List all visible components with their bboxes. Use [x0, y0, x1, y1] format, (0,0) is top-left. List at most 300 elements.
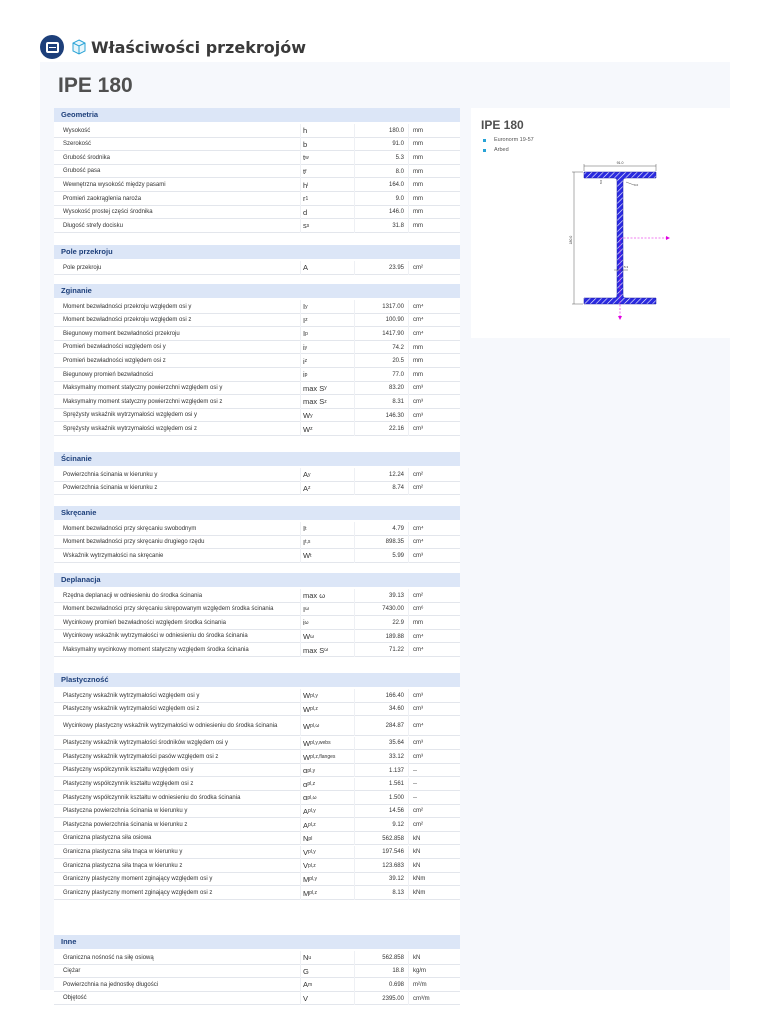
dim-web: 5.3: [624, 265, 629, 269]
symbol-main: A: [303, 470, 309, 480]
property-symbol: [300, 630, 352, 644]
property-unit: mm: [408, 354, 458, 368]
property-unit: cm³: [408, 737, 458, 751]
property-symbol: [300, 818, 352, 832]
property-unit: cm³: [408, 703, 458, 717]
property-symbol: [300, 124, 352, 138]
property-value: 1417.90: [354, 327, 404, 341]
standard-label: Arbed: [494, 147, 509, 153]
property-symbol: [300, 873, 352, 887]
property-value: 100.90: [354, 314, 404, 328]
table-row: [54, 178, 460, 192]
property-unit: mm: [408, 178, 458, 192]
table-row: [54, 422, 460, 436]
property-symbol: [300, 846, 352, 860]
property-unit: cm⁴: [408, 716, 458, 736]
property-value: 77.0: [354, 368, 404, 382]
property-label: Plastyczny współczynnik kształtu względem osi y: [63, 767, 194, 774]
property-label: Graniczna nośność na siłę osiową: [63, 954, 154, 961]
property-label: Plastyczna powierzchnia ścinania w kierunku z: [63, 821, 188, 828]
property-symbol: [300, 951, 352, 965]
property-label: Powierzchnia na jednostkę długości: [63, 981, 159, 988]
property-unit: --: [408, 791, 458, 805]
table-row: [54, 138, 460, 152]
property-value: 0.698: [354, 978, 404, 992]
property-unit: --: [408, 764, 458, 778]
property-symbol: [300, 138, 352, 152]
symbol-main: r: [303, 194, 306, 204]
property-label: Wycinkowy plastyczny wskaźnik wytrzymałości w odniesieniu do środka ścinania: [63, 722, 278, 729]
property-symbol: [300, 703, 352, 717]
symbol-subscript: z: [310, 426, 313, 433]
table-row: [54, 395, 460, 409]
symbol-main: α: [303, 793, 308, 803]
table-row: [54, 791, 460, 805]
property-unit: mm: [408, 368, 458, 382]
symbol-subscript: pl,z: [310, 706, 318, 713]
standard-label: Euronorm 19-57: [494, 137, 534, 143]
property-label: Biegunowy promień bezwładności: [63, 371, 154, 378]
table-row: [54, 873, 460, 887]
symbol-subscript: w: [305, 154, 309, 161]
symbol-main: max ω: [303, 591, 326, 601]
symbol-subscript: pl,y: [307, 767, 316, 774]
symbol-main: W: [303, 752, 311, 762]
table-row: [54, 846, 460, 860]
symbol-main: A: [303, 263, 309, 273]
property-value: 35.64: [354, 737, 404, 751]
property-label: Plastyczny wskaźnik wytrzymałości względem osi z: [63, 706, 200, 713]
symbol-main: V: [303, 861, 309, 871]
property-symbol: [300, 764, 352, 778]
property-value: 8.0: [354, 165, 404, 179]
symbol-subscript: u: [308, 954, 312, 961]
symbol-subscript: p: [304, 371, 308, 378]
property-label: Moment bezwładności przy skręcaniu swobodnym: [63, 525, 197, 532]
table-row: [54, 261, 460, 275]
property-label: Biegunowy moment bezwładności przekroju: [63, 330, 180, 337]
property-unit: cm⁴: [408, 314, 458, 328]
property-label: Plastyczny wskaźnik wytrzymałości środników względem osi y: [63, 740, 229, 747]
property-value: 34.60: [354, 703, 404, 717]
table-row: [54, 192, 460, 206]
property-unit: cm³: [408, 382, 458, 396]
app-title: Właściwości przekrojów: [91, 37, 306, 57]
property-unit: cm⁴: [408, 630, 458, 644]
property-symbol: [300, 965, 352, 979]
y-axis-arrow: [666, 236, 670, 240]
property-unit: --: [408, 778, 458, 792]
symbol-subscript: z: [305, 317, 308, 324]
property-label: Szerokość: [63, 141, 92, 148]
property-value: 8.74: [354, 482, 404, 496]
property-symbol: [300, 206, 352, 220]
property-unit: mm: [408, 206, 458, 220]
symbol-main: I: [303, 604, 306, 614]
property-symbol: [300, 603, 352, 617]
symbol-subscript: m: [308, 981, 313, 988]
symbol-subscript: s: [306, 222, 310, 229]
property-label: Plastyczny współczynnik kształtu w odniesieniu do środka ścinania: [63, 794, 241, 801]
property-value: 20.5: [354, 354, 404, 368]
table-row: [54, 206, 460, 220]
property-value: 39.12: [354, 873, 404, 887]
symbol-main: α: [303, 766, 308, 776]
symbol-main: N: [303, 834, 309, 844]
symbol-subscript: pl,y: [309, 876, 318, 883]
property-value: 562.858: [354, 951, 404, 965]
property-symbol: [300, 716, 352, 736]
property-symbol: [300, 409, 352, 423]
property-unit: mm: [408, 124, 458, 138]
property-value: 8.31: [354, 395, 404, 409]
table-row: [54, 805, 460, 819]
property-symbol: [300, 354, 352, 368]
table-row: [54, 965, 460, 979]
symbol-main: W: [303, 632, 311, 642]
symbol-main: i: [303, 356, 305, 366]
property-value: 71.22: [354, 643, 404, 657]
property-value: 12.24: [354, 468, 404, 482]
symbol-main: W: [303, 424, 311, 434]
table-row: [54, 818, 460, 832]
property-unit: cm⁴: [408, 643, 458, 657]
property-symbol: [300, 886, 352, 900]
property-label: Sprężysty wskaźnik wytrzymałości względem osi y: [63, 412, 198, 419]
property-unit: cm⁴: [408, 536, 458, 550]
symbol-main: I: [303, 329, 306, 339]
property-value: 9.12: [354, 818, 404, 832]
property-label: Graniczna plastyczna siła osiowa: [63, 835, 152, 842]
app-header: [40, 32, 306, 62]
property-label: Plastyczny wskaźnik wytrzymałości pasów względem osi z: [63, 753, 219, 760]
property-symbol: [300, 192, 352, 206]
symbol-subscript: pl,z: [307, 781, 316, 788]
property-symbol: [300, 737, 352, 751]
symbol-main: W: [303, 551, 311, 561]
symbol-main: α: [303, 779, 308, 789]
property-value: 898.35: [354, 536, 404, 550]
section-header: Skręcanie: [54, 506, 460, 520]
symbol-main: d: [303, 207, 308, 217]
symbol-subscript: pl: [308, 835, 313, 842]
property-value: 9.0: [354, 192, 404, 206]
property-unit: cm⁴: [408, 522, 458, 536]
dim-radius: 9.0: [634, 183, 639, 187]
property-symbol: [300, 151, 352, 165]
dim-height: 180.0: [569, 235, 573, 245]
property-label: Graniczna plastyczna siła tnąca w kierunku z: [63, 862, 183, 869]
property-symbol: [300, 805, 352, 819]
property-symbol: [300, 368, 352, 382]
dim-width: 91.0: [616, 161, 624, 165]
dim-flange: 8.0: [599, 179, 603, 184]
table-row: [54, 951, 460, 965]
logo-caption: Dlubal: [49, 52, 61, 57]
table-row: [54, 589, 460, 603]
property-unit: kN: [408, 846, 458, 860]
symbol-subscript: pl,y: [310, 692, 318, 699]
property-unit: kNm: [408, 873, 458, 887]
property-unit: cm³: [408, 395, 458, 409]
symbol-subscript: pl,ω: [310, 723, 320, 730]
property-unit: mm: [408, 138, 458, 152]
table-row: [54, 778, 460, 792]
property-label: Graniczny plastyczny moment zginający względem osi y: [63, 876, 213, 883]
table-row: [54, 536, 460, 550]
property-label: Wewnętrzna wysokość między pasami: [63, 181, 166, 188]
table-row: [54, 886, 460, 900]
table-row: [54, 689, 460, 703]
property-label: Moment bezwładności przekroju względem osi y: [63, 303, 192, 310]
property-label: Promień zaokrąglenia naroża: [63, 195, 142, 202]
table-row: [54, 737, 460, 751]
property-label: Graniczny plastyczny moment zginający względem osi z: [63, 889, 213, 896]
property-unit: mm: [408, 165, 458, 179]
table-row: [54, 219, 460, 233]
table-row: [54, 750, 460, 764]
property-label: Powierzchnia ścinania w kierunku y: [63, 471, 158, 478]
symbol-subscript: pl,ω: [307, 794, 317, 801]
property-symbol: [300, 395, 352, 409]
symbol-main: i: [303, 343, 305, 353]
property-value: 197.546: [354, 846, 404, 860]
symbol-subscript: y: [310, 412, 313, 419]
property-value: 1.500: [354, 791, 404, 805]
symbol-subscript: f: [305, 168, 307, 175]
symbol-main: s: [303, 221, 307, 231]
property-symbol: [300, 178, 352, 192]
table-row: [54, 165, 460, 179]
property-value: 166.40: [354, 689, 404, 703]
bullet-icon: [483, 149, 486, 152]
property-label: Plastyczny współczynnik kształtu względem osi z: [63, 781, 194, 788]
symbol-subscript: pl,z: [308, 862, 316, 869]
preview-title: IPE 180: [481, 118, 524, 132]
property-symbol: [300, 992, 352, 1006]
symbol-main: A: [303, 820, 309, 830]
property-unit: cm⁴: [408, 300, 458, 314]
symbol-main: V: [303, 847, 309, 857]
property-label: Plastyczna powierzchnia ścinania w kierunku y: [63, 808, 188, 815]
table-row: [54, 382, 460, 396]
table-row: [54, 716, 460, 736]
symbol-subscript: pl,y,webs: [310, 740, 331, 747]
table-row: [54, 603, 460, 617]
symbol-subscript: t: [310, 552, 312, 559]
symbol-subscript: t,s: [305, 539, 311, 546]
property-label: Plastyczny wskaźnik wytrzymałości względem osi y: [63, 692, 200, 699]
symbol-main: I: [303, 302, 306, 312]
property-symbol: [300, 482, 352, 496]
property-symbol: [300, 643, 352, 657]
symbol-main: W: [303, 411, 311, 421]
property-unit: cm³: [408, 549, 458, 563]
property-value: 562.858: [354, 832, 404, 846]
section-header: Ścinanie: [54, 452, 460, 466]
symbol-main: V: [303, 994, 309, 1004]
property-value: 146.30: [354, 409, 404, 423]
property-unit: kNm: [408, 886, 458, 900]
property-value: 1.137: [354, 764, 404, 778]
symbol-main: t: [303, 153, 306, 163]
table-row: [54, 549, 460, 563]
property-symbol: [300, 314, 352, 328]
symbol-subscript: i: [307, 182, 309, 189]
symbol-subscript: pl,z: [308, 822, 316, 829]
table-row: [54, 368, 460, 382]
table-row: [54, 314, 460, 328]
symbol-subscript: p: [305, 330, 308, 337]
symbol-subscript: y: [308, 471, 311, 478]
table-row: [54, 616, 460, 630]
property-value: 8.13: [354, 886, 404, 900]
symbol-subscript: 1: [305, 195, 309, 202]
symbol-subscript: ω: [324, 647, 329, 654]
property-symbol: [300, 589, 352, 603]
symbol-subscript: ω: [304, 619, 309, 626]
property-unit: kN: [408, 859, 458, 873]
symbol-subscript: pl,z: [309, 890, 318, 897]
property-value: 14.56: [354, 805, 404, 819]
property-unit: cm²: [408, 589, 458, 603]
property-symbol: [300, 341, 352, 355]
symbol-subscript: y: [324, 385, 327, 392]
property-label: Promień bezwładności względem osi z: [63, 357, 166, 364]
property-label: Moment bezwładności przy skręcaniu drugiego rzędu: [63, 539, 205, 546]
property-label: Rzędna deplanacji w odniesieniu do środka ścinania: [63, 592, 203, 599]
section-header: Geometria: [54, 108, 460, 122]
property-unit: mm: [408, 341, 458, 355]
table-row: [54, 703, 460, 717]
symbol-main: W: [303, 738, 311, 748]
symbol-subscript: z: [324, 398, 327, 405]
property-value: 33.12: [354, 750, 404, 764]
table-row: [54, 341, 460, 355]
table-row: [54, 468, 460, 482]
symbol-main: M: [303, 888, 310, 898]
property-value: 123.683: [354, 859, 404, 873]
symbol-subscript: pl,y: [308, 808, 316, 815]
property-label: Wskaźnik wytrzymałości na skręcanie: [63, 552, 164, 559]
symbol-main: A: [303, 980, 309, 990]
property-symbol: [300, 978, 352, 992]
property-value: 31.8: [354, 219, 404, 233]
standard-item[interactable]: [483, 135, 534, 145]
symbol-main: A: [303, 483, 309, 493]
page-title: IPE 180: [58, 74, 133, 97]
property-symbol: [300, 616, 352, 630]
symbol-subscript: pl,z,flanges: [310, 754, 336, 761]
property-unit: mm: [408, 151, 458, 165]
property-label: Promień bezwładności względem osi y: [63, 344, 166, 351]
table-row: [54, 764, 460, 778]
property-label: Maksymalny moment statyczny powierzchni względem osi z: [63, 398, 223, 405]
symbol-main: W: [303, 704, 311, 714]
property-unit: cm²: [408, 261, 458, 275]
properties-table: [54, 108, 460, 1004]
table-row: [54, 522, 460, 536]
property-unit: kN: [408, 951, 458, 965]
property-symbol: [300, 300, 352, 314]
property-label: Graniczna plastyczna siła tnąca w kierunku y: [63, 849, 183, 856]
property-label: Moment bezwładności przekroju względem osi z: [63, 317, 192, 324]
property-value: 284.87: [354, 716, 404, 736]
property-value: 74.2: [354, 341, 404, 355]
symbol-main: max S: [303, 645, 325, 655]
table-row: [54, 832, 460, 846]
property-symbol: [300, 859, 352, 873]
table-row: [54, 327, 460, 341]
property-value: 22.9: [354, 616, 404, 630]
property-unit: cm²: [408, 805, 458, 819]
property-symbol: [300, 219, 352, 233]
property-unit: m²/m: [408, 978, 458, 992]
symbol-subscript: pl,y: [308, 849, 316, 856]
symbol-subscript: ω: [305, 606, 309, 613]
property-value: 189.88: [354, 630, 404, 644]
property-unit: cm³: [408, 750, 458, 764]
table-row: [54, 992, 460, 1006]
property-symbol: [300, 536, 352, 550]
table-row: [54, 482, 460, 496]
symbol-subscript: t: [305, 525, 307, 532]
property-unit: cm²: [408, 818, 458, 832]
symbol-subscript: y: [304, 344, 308, 351]
property-symbol: [300, 261, 352, 275]
property-value: 1317.00: [354, 300, 404, 314]
table-row: [54, 978, 460, 992]
symbol-subscript: z: [304, 358, 308, 365]
property-value: 146.0: [354, 206, 404, 220]
cube-icon: [72, 39, 86, 55]
section-header: Pole przekroju: [54, 245, 460, 259]
symbol-main: t: [303, 167, 306, 177]
property-value: 5.3: [354, 151, 404, 165]
symbol-subscript: y: [305, 303, 308, 310]
property-unit: cm³/m: [408, 992, 458, 1006]
property-unit: cm³: [408, 689, 458, 703]
property-symbol: [300, 468, 352, 482]
table-row: [54, 354, 460, 368]
table-row: [54, 409, 460, 423]
property-symbol: [300, 778, 352, 792]
symbol-subscript: z: [308, 485, 311, 492]
property-value: 180.0: [354, 124, 404, 138]
property-label: Grubość środnika: [63, 154, 111, 161]
section-header: Deplanacja: [54, 573, 460, 587]
property-unit: cm⁶: [408, 603, 458, 617]
table-row: [54, 151, 460, 165]
property-value: 5.99: [354, 549, 404, 563]
property-symbol: [300, 750, 352, 764]
property-unit: kg/m: [408, 965, 458, 979]
property-symbol: [300, 689, 352, 703]
property-label: Ciężar: [63, 968, 81, 975]
standard-item[interactable]: [483, 145, 534, 155]
property-unit: mm: [408, 219, 458, 233]
property-unit: cm²: [408, 482, 458, 496]
symbol-main: b: [303, 139, 308, 149]
property-value: 23.95: [354, 261, 404, 275]
symbol-main: N: [303, 953, 309, 963]
section-header: Zginanie: [54, 284, 460, 298]
property-unit: cm³: [408, 409, 458, 423]
property-label: Wysokość: [63, 127, 91, 134]
symbol-main: I: [303, 524, 306, 534]
symbol-main: i: [303, 370, 305, 380]
table-row: [54, 643, 460, 657]
